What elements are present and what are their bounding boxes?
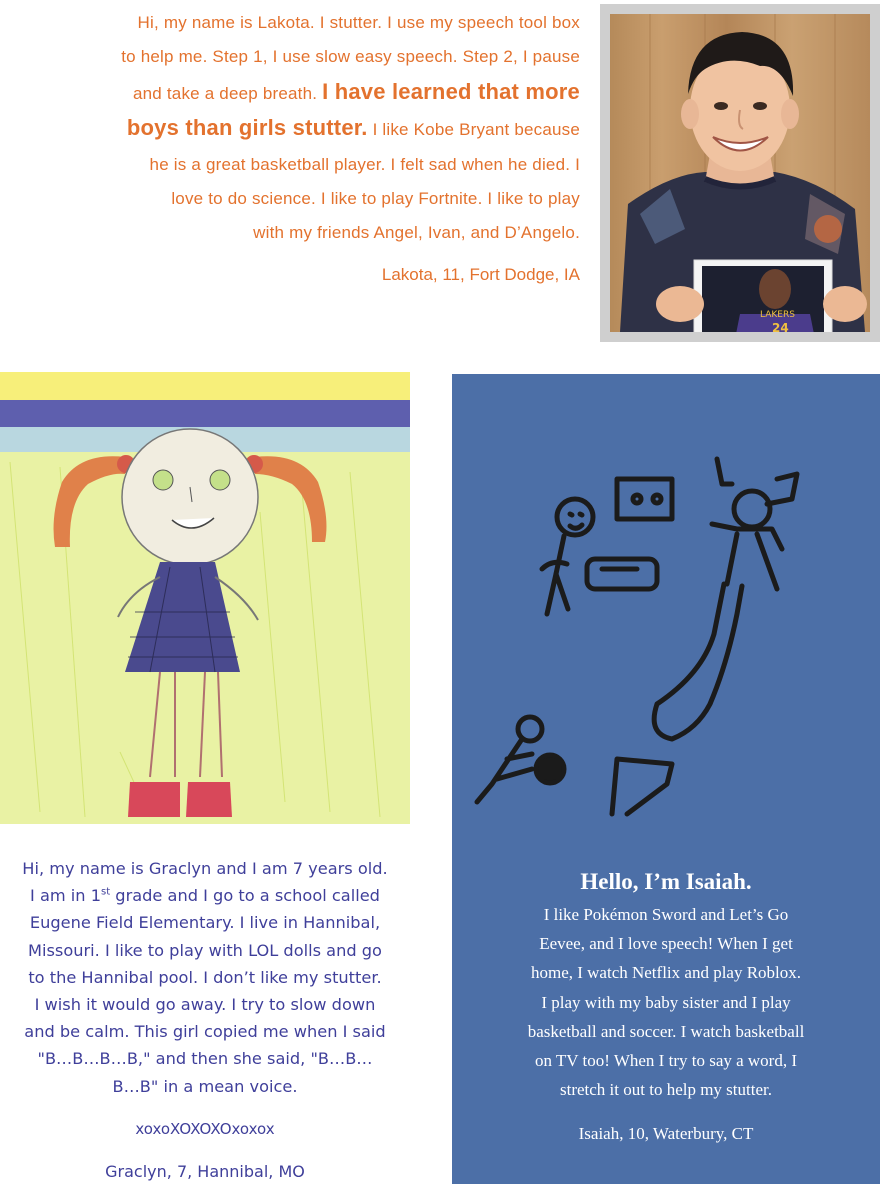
lakota-line: Hi, my name is Lakota. I stutter. I use my speech tool box <box>137 13 580 32</box>
lakota-signature: Lakota, 11, Fort Dodge, IA <box>381 265 580 284</box>
lakota-line <box>20 75 580 111</box>
graclyn-line: B…B" in a mean voice. <box>112 1076 298 1096</box>
isaiah-story <box>478 900 854 1104</box>
graclyn-story <box>0 855 410 1100</box>
isaiah-line: I like Pokémon Sword and Let’s Go <box>543 905 789 924</box>
isaiah-line: on TV too! When I try to say a word, I <box>534 1051 798 1071</box>
graclyn-xo: xoxoXOXOXOxoxox <box>135 1120 275 1138</box>
isaiah-line: stretch it out to help my stutter. <box>559 1080 772 1100</box>
lakota-line <box>20 111 580 147</box>
graclyn-line: Hi, my name is Graclyn and I am 7 years old. <box>22 859 388 878</box>
isaiah-drawing <box>452 374 880 854</box>
graclyn-line: "B…B…B…B," and then she said, "B…B… <box>37 1049 373 1069</box>
lakota-highlight: I have learned that more <box>322 78 580 104</box>
lakota-highlight: boys than girls stutter. <box>126 115 368 141</box>
graclyn-line-part: grade and I go to a school called <box>110 886 380 906</box>
graclyn-line: to the Hannibal pool. I don’t like my stutter. <box>28 967 382 987</box>
lakota-line-part: I like Kobe Bryant because <box>372 120 580 140</box>
graclyn-line <box>0 882 410 909</box>
lakota-line: with my friends Angel, Ivan, and D’Angelo. <box>253 223 580 243</box>
jersey-number: 24 <box>772 321 789 332</box>
graclyn-signature: Graclyn, 7, Hannibal, MO <box>105 1162 305 1181</box>
girl-drawing-illustration <box>0 372 410 824</box>
graclyn-line: I wish it would go away. I try to slow down <box>34 995 376 1015</box>
lakota-line: he is a great basketball player. I felt sad when he died. I <box>149 154 580 174</box>
lakota-line: love to do science. I like to play Fortnite. I like to play <box>171 189 580 209</box>
isaiah-line: I play with my baby sister and I play <box>541 992 791 1012</box>
isaiah-panel <box>452 374 880 1184</box>
lakota-story <box>20 6 580 251</box>
isaiah-title: Hello, I’m Isaiah. <box>580 869 752 894</box>
lakota-photo-image <box>610 14 870 332</box>
graclyn-line: and be calm. This girl copied me when I said <box>24 1022 386 1042</box>
graclyn-drawing <box>0 372 410 824</box>
boy-photo-illustration <box>610 14 870 332</box>
isaiah-line: home, I watch Netflix and play Roblox. <box>530 963 802 983</box>
isaiah-signature: Isaiah, 10, Waterbury, CT <box>578 1124 754 1143</box>
graclyn-line: Eugene Field Elementary. I live in Hannibal, <box>29 913 381 933</box>
graclyn-superscript: st <box>101 886 111 898</box>
isaiah-line: Eevee, and I love speech! When I get <box>539 934 793 954</box>
isaiah-line: basketball and soccer. I watch basketball <box>527 1021 805 1041</box>
lakota-line: to help me. Step 1, I use slow easy speech. Step 2, I pause <box>121 47 580 67</box>
lakota-line-part: and take a deep breath. <box>132 83 318 103</box>
jersey-text: LAKERS <box>760 310 795 320</box>
graclyn-line-part: I am in 1 <box>30 886 102 906</box>
lakota-photo <box>600 4 880 342</box>
graclyn-line: Missouri. I like to play with LOL dolls and go <box>28 940 382 960</box>
